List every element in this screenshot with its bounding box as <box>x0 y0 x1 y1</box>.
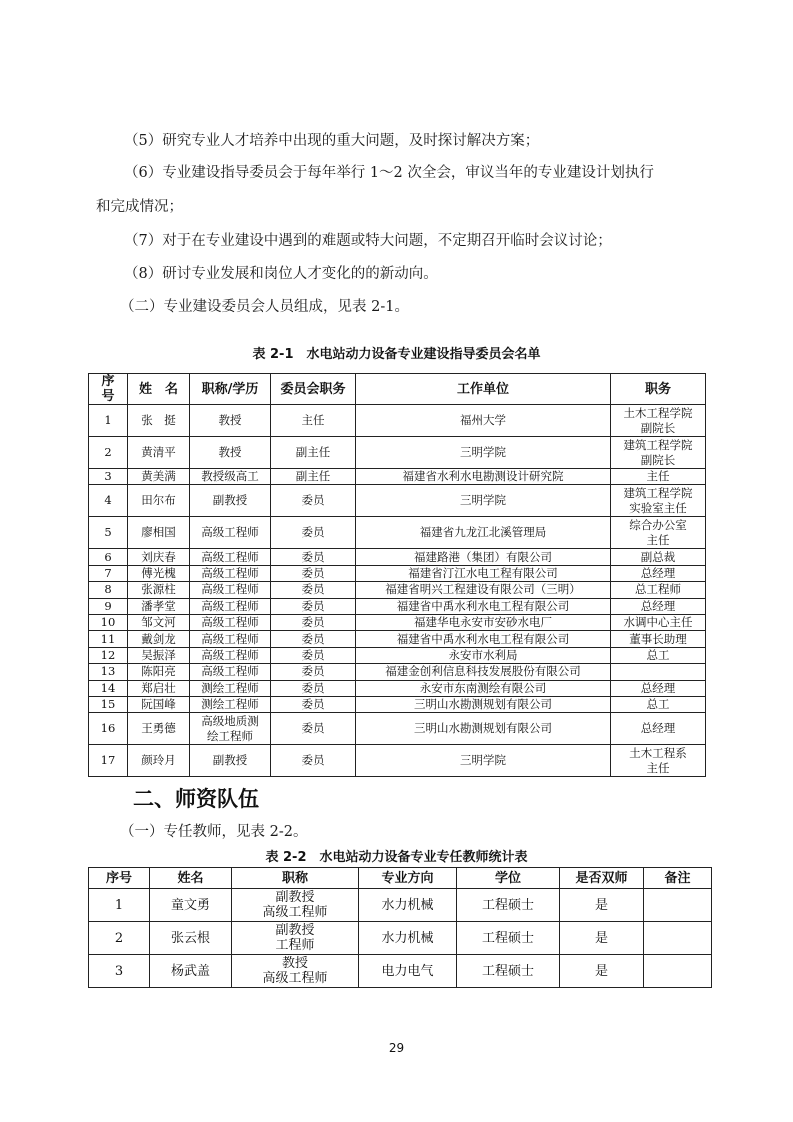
table-cell: 委员 <box>271 582 356 598</box>
table-cell: 阮国峰 <box>128 696 190 712</box>
table-row <box>89 955 712 988</box>
table-cell: 主任 <box>271 405 356 437</box>
table-cell: 是 <box>560 955 644 988</box>
table-cell: 郑启壮 <box>128 680 190 696</box>
paragraph-section-2: （二）专业建设委员会人员组成，见表 2-1。 <box>120 299 409 315</box>
table-cell: 福建省中禹水利水电工程有限公司 <box>356 631 611 647</box>
table-cell: 高级工程师 <box>190 582 271 598</box>
table-cell: 工程硕士 <box>457 889 560 922</box>
table-cell: 13 <box>89 664 128 680</box>
table-cell: 总工 <box>611 647 706 663</box>
table-cell: 福建省水利水电勘测设计研究院 <box>356 469 611 485</box>
table-cell: 戴剑龙 <box>128 631 190 647</box>
table-row <box>89 664 706 680</box>
table-cell: 工程硕士 <box>457 955 560 988</box>
paragraph-7: （7）对于在专业建设中遇到的难题或特大问题，不定期召开临时会议讨论； <box>124 233 612 249</box>
table-cell: 三明学院 <box>356 745 611 777</box>
table-cell: 11 <box>89 631 128 647</box>
table-row <box>89 922 712 955</box>
table-cell: 7 <box>89 565 128 581</box>
table2-caption: 表 2-2 水电站动力设备专业专任教师统计表 <box>265 850 528 865</box>
table-cell: 综合办公室 主任 <box>611 517 706 549</box>
table-cell: 委员 <box>271 696 356 712</box>
table-cell: 2 <box>89 437 128 469</box>
table-cell: 6 <box>89 549 128 565</box>
table-cell: 委员 <box>271 745 356 777</box>
table-cell: 委员 <box>271 485 356 517</box>
table-cell: 高级工程师 <box>190 614 271 630</box>
table-cell: 委员 <box>271 713 356 745</box>
table-row <box>89 485 706 517</box>
column-header: 学位 <box>457 868 560 889</box>
table-cell: 工程硕士 <box>457 922 560 955</box>
table-cell: 三明山水勘测规划有限公司 <box>356 696 611 712</box>
table-cell: 福建路港（集团）有限公司 <box>356 549 611 565</box>
table-row <box>89 405 706 437</box>
table-cell: 高级工程师 <box>190 647 271 663</box>
table-cell: 委员 <box>271 549 356 565</box>
table-cell: 5 <box>89 517 128 549</box>
paragraph-6: （6）专业建设指导委员会于每年举行 1～2 次全会，审议当年的专业建设计划执行 <box>124 165 654 181</box>
table-row <box>89 680 706 696</box>
table-cell: 张源柱 <box>128 582 190 598</box>
table-cell: 委员 <box>271 647 356 663</box>
table-cell: 土木工程系 主任 <box>611 745 706 777</box>
table-row <box>89 565 706 581</box>
table-cell: 1 <box>89 889 150 922</box>
table-row <box>89 713 706 745</box>
table-row <box>89 517 706 549</box>
table-cell: 颜玲月 <box>128 745 190 777</box>
table-cell: 三明学院 <box>356 437 611 469</box>
table-cell: 水力机械 <box>359 922 457 955</box>
table-cell: 17 <box>89 745 128 777</box>
column-header: 职称/学历 <box>190 374 271 405</box>
table-cell: 福建省明兴工程建设有限公司（三明） <box>356 582 611 598</box>
table-cell: 委员 <box>271 565 356 581</box>
table-cell: 3 <box>89 469 128 485</box>
table-cell: 测绘工程师 <box>190 696 271 712</box>
table-cell <box>644 889 712 922</box>
subsection-text: （一）专任教师，见表 2-2。 <box>120 824 308 840</box>
table-cell: 高级工程师 <box>190 631 271 647</box>
table-cell: 福建华电永安市安砂水电厂 <box>356 614 611 630</box>
table-cell: 委员 <box>271 664 356 680</box>
table-cell: 水调中心主任 <box>611 614 706 630</box>
table-cell: 总工 <box>611 696 706 712</box>
column-header: 序 号 <box>89 374 128 405</box>
table-cell: 是 <box>560 922 644 955</box>
table-row <box>89 696 706 712</box>
paragraph-8: （8）研讨专业发展和岗位人才变化的的新动向。 <box>124 266 438 282</box>
column-header: 工作单位 <box>356 374 611 405</box>
table-cell: 8 <box>89 582 128 598</box>
table-cell: 14 <box>89 680 128 696</box>
table-cell: 王勇德 <box>128 713 190 745</box>
table-cell: 廖相国 <box>128 517 190 549</box>
table-cell: 陈阳亮 <box>128 664 190 680</box>
table-cell: 刘庆春 <box>128 549 190 565</box>
table-cell: 张云根 <box>150 922 232 955</box>
table-cell: 福建金创利信息科技发展股份有限公司 <box>356 664 611 680</box>
table-cell: 建筑工程学院 实验室主任 <box>611 485 706 517</box>
column-header: 姓名 <box>150 868 232 889</box>
table-cell: 教授 高级工程师 <box>232 955 359 988</box>
table-cell: 三明学院 <box>356 485 611 517</box>
table-cell: 杨武盖 <box>150 955 232 988</box>
column-header: 专业方向 <box>359 868 457 889</box>
table-cell: 土木工程学院 副院长 <box>611 405 706 437</box>
table-cell: 傅光槐 <box>128 565 190 581</box>
table-cell: 15 <box>89 696 128 712</box>
table-cell: 副主任 <box>271 469 356 485</box>
table-cell: 委员 <box>271 598 356 614</box>
table-cell: 高级工程师 <box>190 517 271 549</box>
column-header: 备注 <box>644 868 712 889</box>
table-cell: 福建省汀江水电工程有限公司 <box>356 565 611 581</box>
table-cell: 总经理 <box>611 598 706 614</box>
table-cell: 副教授 <box>190 745 271 777</box>
table-cell: 高级地质测 绘工程师 <box>190 713 271 745</box>
table-cell <box>611 664 706 680</box>
table-cell: 总工程师 <box>611 582 706 598</box>
table-cell: 教授级高工 <box>190 469 271 485</box>
page-number: 29 <box>388 1041 405 1055</box>
table-cell: 吴振泽 <box>128 647 190 663</box>
table-cell: 3 <box>89 955 150 988</box>
table-row <box>89 549 706 565</box>
table-cell: 建筑工程学院 副院长 <box>611 437 706 469</box>
table-cell: 委员 <box>271 517 356 549</box>
table-row <box>89 647 706 663</box>
paragraph-6-cont: 和完成情况； <box>96 199 183 215</box>
table-cell: 12 <box>89 647 128 663</box>
table-cell: 1 <box>89 405 128 437</box>
table-cell: 总经理 <box>611 565 706 581</box>
table-cell: 副主任 <box>271 437 356 469</box>
column-header: 是否双师 <box>560 868 644 889</box>
paragraph-5: （5）研究专业人才培养中出现的重大问题，及时探讨解决方案； <box>124 133 540 149</box>
table-cell: 2 <box>89 922 150 955</box>
table-cell: 高级工程师 <box>190 549 271 565</box>
table-cell: 副总裁 <box>611 549 706 565</box>
table-cell: 潘孝堂 <box>128 598 190 614</box>
table-row <box>89 631 706 647</box>
table-row <box>89 614 706 630</box>
table-cell: 童文勇 <box>150 889 232 922</box>
table2-header-row <box>89 868 712 889</box>
section-heading: 二、师资队伍 <box>133 787 259 811</box>
table-cell: 副教授 高级工程师 <box>232 889 359 922</box>
table-cell: 10 <box>89 614 128 630</box>
table-cell: 总经理 <box>611 713 706 745</box>
table-cell: 邹文河 <box>128 614 190 630</box>
column-header: 职称 <box>232 868 359 889</box>
table-cell: 董事长助理 <box>611 631 706 647</box>
table-cell: 教授 <box>190 405 271 437</box>
table-cell: 三明山水勘测规划有限公司 <box>356 713 611 745</box>
table-cell: 高级工程师 <box>190 565 271 581</box>
table-row <box>89 745 706 777</box>
table-cell: 总经理 <box>611 680 706 696</box>
table-row <box>89 582 706 598</box>
table-cell: 田尔布 <box>128 485 190 517</box>
table-cell: 教授 <box>190 437 271 469</box>
teacher-table <box>88 867 712 988</box>
table-row <box>89 598 706 614</box>
table-cell: 副教授 工程师 <box>232 922 359 955</box>
table-cell: 黄美满 <box>128 469 190 485</box>
table-cell: 委员 <box>271 614 356 630</box>
table-cell <box>644 955 712 988</box>
table-row <box>89 889 712 922</box>
table-cell: 测绘工程师 <box>190 680 271 696</box>
table-cell: 高级工程师 <box>190 664 271 680</box>
table-cell: 是 <box>560 889 644 922</box>
table-cell <box>644 922 712 955</box>
column-header: 序号 <box>89 868 150 889</box>
table-cell: 永安市水利局 <box>356 647 611 663</box>
table-cell: 福建省中禹水利水电工程有限公司 <box>356 598 611 614</box>
table-cell: 副教授 <box>190 485 271 517</box>
table1-caption: 表 2-1 水电站动力设备专业建设指导委员会名单 <box>252 347 541 362</box>
table-row <box>89 437 706 469</box>
table1-header-row <box>89 374 706 405</box>
table-row <box>89 469 706 485</box>
table-cell: 水力机械 <box>359 889 457 922</box>
table-cell: 主任 <box>611 469 706 485</box>
table-cell: 黄清平 <box>128 437 190 469</box>
committee-table <box>88 373 706 777</box>
table-cell: 福建省九龙江北溪管理局 <box>356 517 611 549</box>
table-cell: 张 挺 <box>128 405 190 437</box>
table-cell: 永安市东南测绘有限公司 <box>356 680 611 696</box>
column-header: 职务 <box>611 374 706 405</box>
table-cell: 福州大学 <box>356 405 611 437</box>
table-cell: 委员 <box>271 631 356 647</box>
table-cell: 高级工程师 <box>190 598 271 614</box>
table-cell: 9 <box>89 598 128 614</box>
table-cell: 4 <box>89 485 128 517</box>
table-cell: 16 <box>89 713 128 745</box>
column-header: 姓 名 <box>128 374 190 405</box>
table-cell: 委员 <box>271 680 356 696</box>
column-header: 委员会职务 <box>271 374 356 405</box>
table-cell: 电力电气 <box>359 955 457 988</box>
